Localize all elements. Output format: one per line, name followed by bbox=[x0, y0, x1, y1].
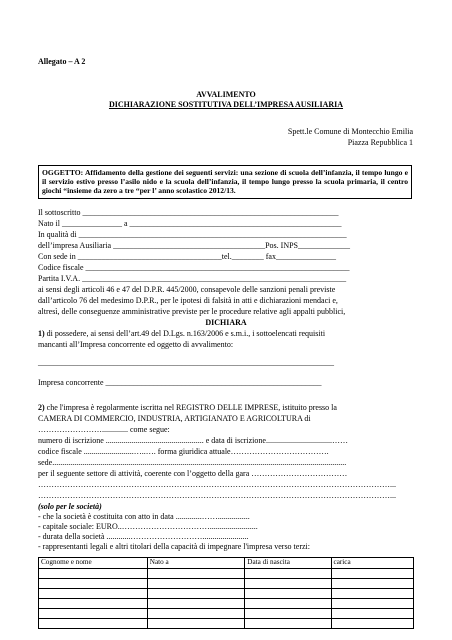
col-header-nato: Nato a bbox=[147, 558, 245, 569]
doc-subtitle: DICHIARAZIONE SOSTITUTIVA DELL’IMPRESA AUSILIARIA bbox=[108, 100, 344, 109]
table-cell[interactable] bbox=[331, 569, 414, 579]
table-cell[interactable] bbox=[331, 609, 414, 619]
dichiara-heading: DICHIARA bbox=[205, 318, 247, 327]
col-header-data-nascita: Data di nascita bbox=[245, 558, 331, 569]
recipient-name: Spett.le Comune di Montecchio Emilia bbox=[287, 127, 413, 136]
oggetto-box bbox=[38, 165, 412, 199]
rappresentanti-table bbox=[38, 557, 414, 629]
field-sottoscritto[interactable]: Il sottoscritto ________________________________________________________________ bbox=[38, 208, 339, 217]
field-nato[interactable]: Nato il _______________ a _____________________________________________________ bbox=[38, 219, 342, 228]
point1-number: 1) bbox=[38, 329, 45, 338]
field-camera-commercio[interactable]: ……………………............. come segue: bbox=[38, 425, 170, 434]
col-header-carica: carica bbox=[331, 558, 414, 569]
table-cell[interactable] bbox=[147, 569, 245, 579]
societa-heading: (solo per le società) bbox=[38, 502, 102, 511]
field-codice-fiscale[interactable]: Codice fiscale __________________________________________________________________ bbox=[38, 263, 350, 272]
field-durata-societa[interactable]: - durata della società ............………………………....................... bbox=[38, 532, 249, 541]
table-row bbox=[39, 599, 414, 609]
table-cell[interactable] bbox=[39, 579, 148, 589]
field-forma-giuridica[interactable]: codice fiscale .........................…..…. forma giuridica attuale………………………………. bbox=[38, 447, 329, 456]
table-cell[interactable] bbox=[39, 569, 148, 579]
recipient-address: Piazza Repubblica 1 bbox=[347, 138, 413, 147]
table-cell[interactable] bbox=[245, 589, 331, 599]
declaration-line: altresì, delle conseguenze amministrative previste per le procedure relative agli appalti pubblici, bbox=[38, 307, 346, 316]
table-cell[interactable] bbox=[39, 589, 148, 599]
table-cell[interactable] bbox=[39, 599, 148, 609]
table-cell[interactable] bbox=[245, 599, 331, 609]
field-sede[interactable]: Con sede in ____________________________________tel.________ fax_______________ bbox=[38, 252, 336, 261]
dotted-line[interactable]: ……………………………………………………………………………………………………………………... bbox=[38, 480, 396, 489]
table-cell[interactable] bbox=[331, 579, 414, 589]
table-cell[interactable] bbox=[331, 599, 414, 609]
table-cell[interactable] bbox=[331, 619, 414, 629]
field-capitale-sociale[interactable]: - capitale sociale: EURO..……………………………........................ bbox=[38, 522, 258, 531]
doc-title: AVVALIMENTO bbox=[196, 90, 256, 99]
field-settore-attivita[interactable]: per il seguente settore di attività, coerente con l’oggetto della gara ……………………………… bbox=[38, 469, 348, 478]
point2-line bbox=[38, 403, 337, 412]
rappresentanti-legali-text: - rappresentanti legali e altri titolari della capacità di impegnare l'impresa verso terzi: bbox=[38, 542, 310, 551]
point1-line2: mancanti all’Impresa concorrente ed oggetto di avvalimento: bbox=[38, 340, 234, 349]
point2-line2: CAMERA DI COMMERCIO, INDUSTRIA, ARTIGIANATO E AGRICOLTURA di bbox=[38, 414, 311, 423]
point1-line bbox=[38, 329, 325, 338]
table-cell[interactable] bbox=[331, 589, 414, 599]
table-cell[interactable] bbox=[147, 589, 245, 599]
table-cell[interactable] bbox=[147, 579, 245, 589]
table-cell[interactable] bbox=[147, 609, 245, 619]
table-row bbox=[39, 609, 414, 619]
col-header-cognome: Cognome e nome bbox=[39, 558, 148, 569]
field-data-costituzione[interactable]: - che la società è costituita con atto in data .............……................ bbox=[38, 512, 250, 521]
declaration-line: dall’articolo 76 del medesimo D.P.R., per le ipotesi di falsità in atti e dichiarazioni mendaci e, bbox=[38, 296, 338, 305]
point1-text: di possedere, ai sensi dell’art.49 del D.Lgs. n.163/2006 e s.m.i., i sottoelencati requisiti bbox=[44, 329, 326, 338]
point2-text: che l'impresa è regolarmente iscritta nel REGISTRO DELLE IMPRESE, istituito presso la bbox=[44, 403, 337, 412]
field-impresa-ausiliaria[interactable]: dell’impresa Ausiliaria ______________________________________Pos. INPS_____________ bbox=[38, 241, 350, 250]
table-cell[interactable] bbox=[147, 619, 245, 629]
allegato-label: Allegato – A 2 bbox=[38, 57, 86, 66]
dotted-line[interactable]: ……………………………………………………………………………………………………………………... bbox=[38, 491, 396, 500]
table-row bbox=[39, 589, 414, 599]
field-partita-iva[interactable]: Partita I.V.A. __________________________________________________________________ bbox=[38, 274, 347, 283]
requisiti-blank-line[interactable]: __________________________________________________________________________ bbox=[38, 358, 334, 367]
table-cell[interactable] bbox=[245, 619, 331, 629]
table-cell[interactable] bbox=[39, 609, 148, 619]
oggetto-text: OGGETTO: Affidamento della gestione dei seguenti servizi: una sezione di scuola dell’infanzia, il tempo lungo e il servizio estivo presso l’asilo nido e la scuola dell’infanzia, il tempo lungo presso la scuola primaria, il centro giochi “insieme da zero a tre “per l’ anno scolastico 2012/13. bbox=[42, 168, 408, 196]
table-cell[interactable] bbox=[147, 599, 245, 609]
table-cell[interactable] bbox=[245, 579, 331, 589]
table-row bbox=[39, 619, 414, 629]
table-row bbox=[39, 569, 414, 579]
point2-number: 2) bbox=[38, 403, 45, 412]
table-cell[interactable] bbox=[245, 569, 331, 579]
table-header-row bbox=[39, 558, 414, 569]
declaration-line: ai sensi degli articoli 46 e 47 del D.P.R. 445/2000, consapevole delle sanzioni penali previste bbox=[38, 285, 336, 294]
table-row bbox=[39, 579, 414, 589]
field-sede-registro[interactable]: sede................................................................................................................................................... bbox=[38, 458, 347, 467]
table-cell[interactable] bbox=[245, 609, 331, 619]
field-qualita[interactable]: In qualità di ___________________________________________________________________ bbox=[38, 230, 347, 239]
field-numero-iscrizione[interactable]: numero di iscrizione ................................................. e data di iscrizione.................................…… bbox=[38, 436, 348, 445]
table-cell[interactable] bbox=[39, 619, 148, 629]
field-impresa-concorrente[interactable]: Impresa concorrente ______________________________________________________ bbox=[38, 378, 322, 387]
